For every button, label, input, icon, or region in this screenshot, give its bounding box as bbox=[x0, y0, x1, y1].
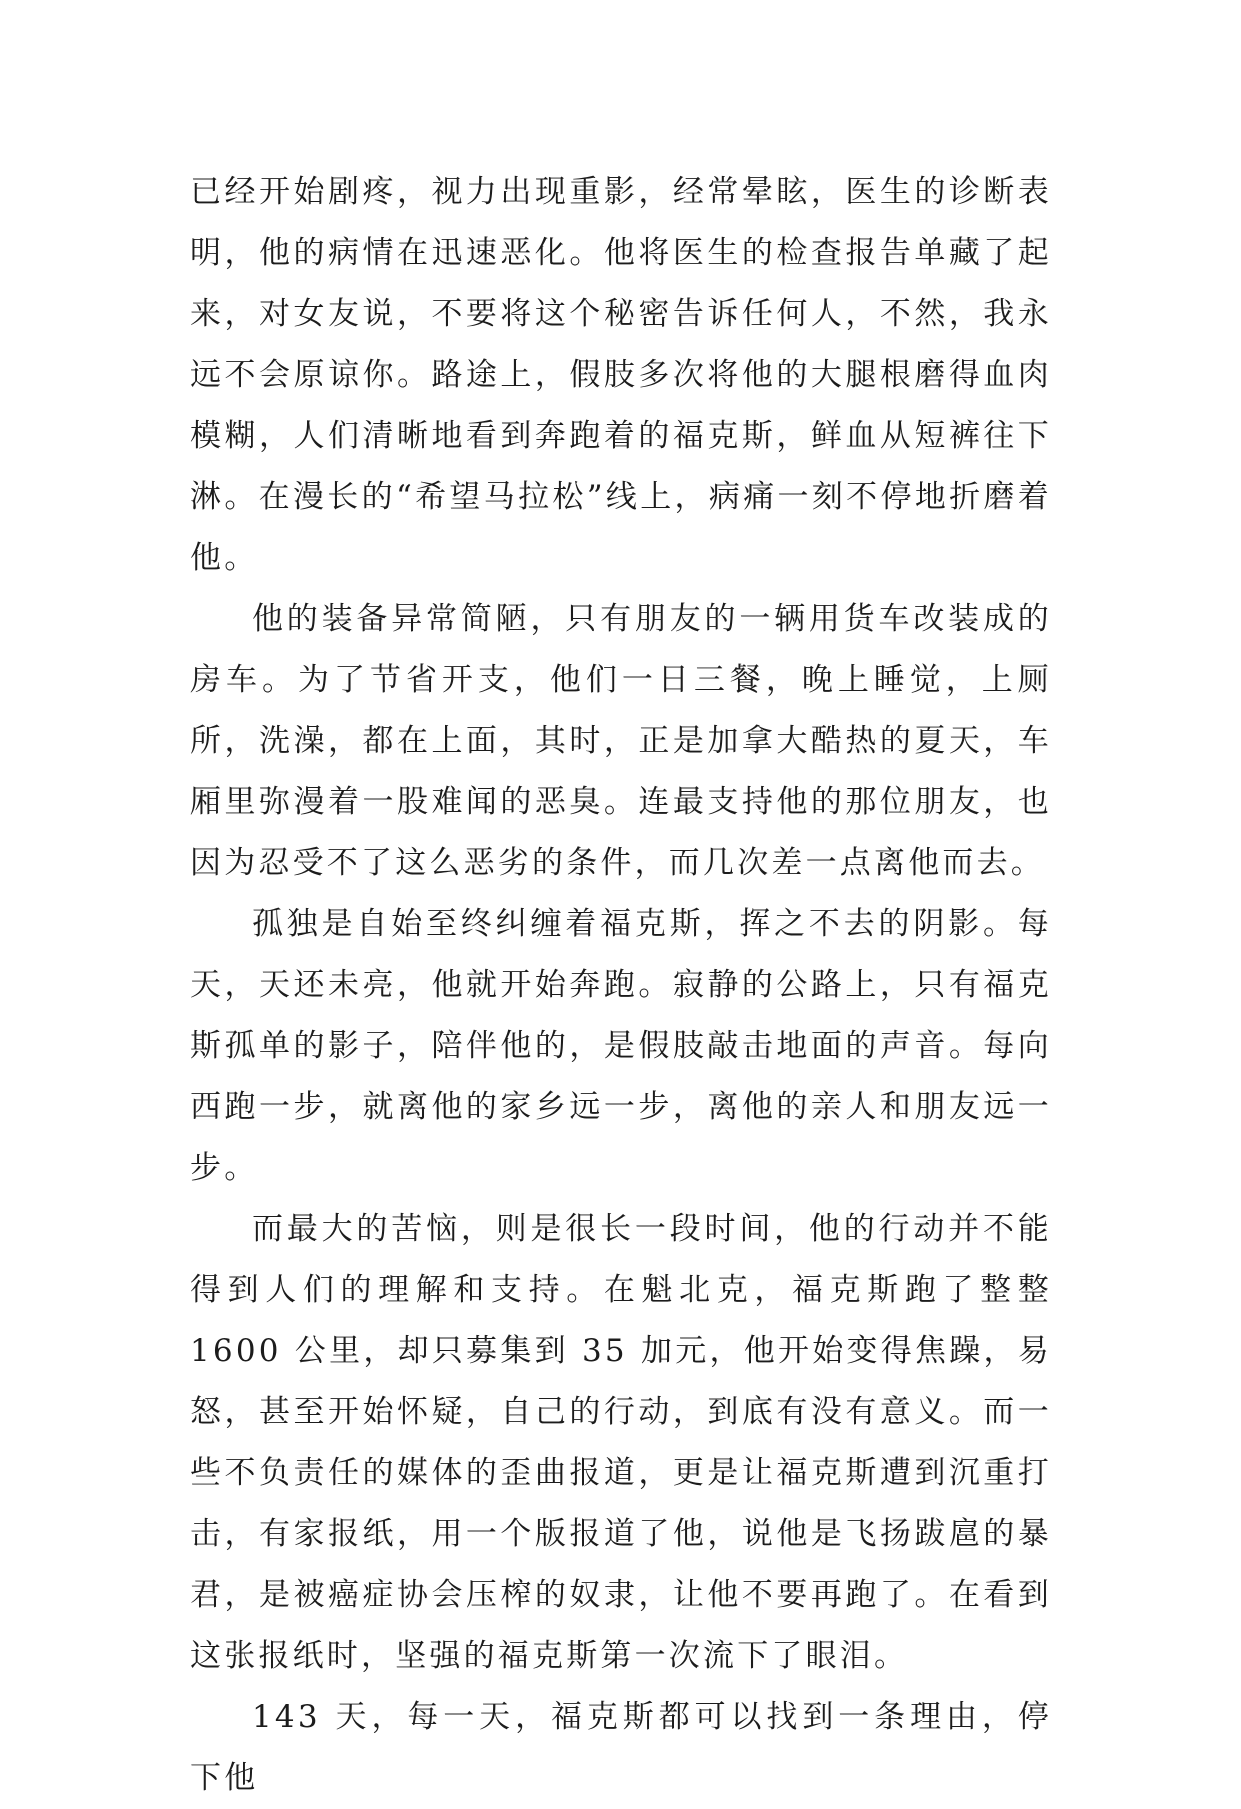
paragraph-5: 143 天，每一天，福克斯都可以找到一条理由，停下他 bbox=[190, 1699, 1052, 1796]
paragraph-1: 已经开始剧疼，视力出现重影，经常晕眩，医生的诊断表明，他的病情在迅速恶化。他将医生的检查报告单藏了起来，对女友说，不要将这个秘密告诉任何人，不然，我永远不会原谅你。路途上，假肢多次将他的大腿根磨得血肉模糊，人们清晰地看到奔跑着的福克斯，鲜血从短裤往下淋。在漫长的“希望马拉松”线上，病痛一刻不停地折磨着他。 bbox=[190, 174, 1052, 576]
paragraph-4: 而最大的苦恼，则是很长一段时间，他的行动并不能得到人们的理解和支持。在魁北克，福克斯跑了整整 1600 公里，却只募集到 35 加元，他开始变得焦躁，易怒，甚至开始怀疑，自己的行动，到底有没有意义。而一些不负责任的媒体的歪曲报道，更是让福克斯遭到沉重打击，有家报纸，用一个版报道了他，说他是飞扬跋扈的暴君，是被癌症协会压榨的奴隶，让他不要再跑了。在看到这张报纸时，坚强的福克斯第一次流下了眼泪。 bbox=[190, 1211, 1052, 1674]
paragraph-2: 他的装备异常简陋，只有朋友的一辆用货车改装成的房车。为了节省开支，他们一日三餐，晚上睡觉，上厕所，洗澡，都在上面，其时，正是加拿大酷热的夏天，车厢里弥漫着一股难闻的恶臭。连最支持他的那位朋友，也因为忍受不了这么恶劣的条件，而几次差一点离他而去。 bbox=[190, 601, 1052, 881]
paragraph-3: 孤独是自始至终纠缠着福克斯，挥之不去的阴影。每天，天还未亮，他就开始奔跑。寂静的公路上，只有福克斯孤单的影子，陪伴他的，是假肢敲击地面的声音。每向西跑一步，就离他的家乡远一步，离他的亲人和朋友远一步。 bbox=[190, 906, 1052, 1186]
document-body bbox=[190, 162, 1052, 1809]
